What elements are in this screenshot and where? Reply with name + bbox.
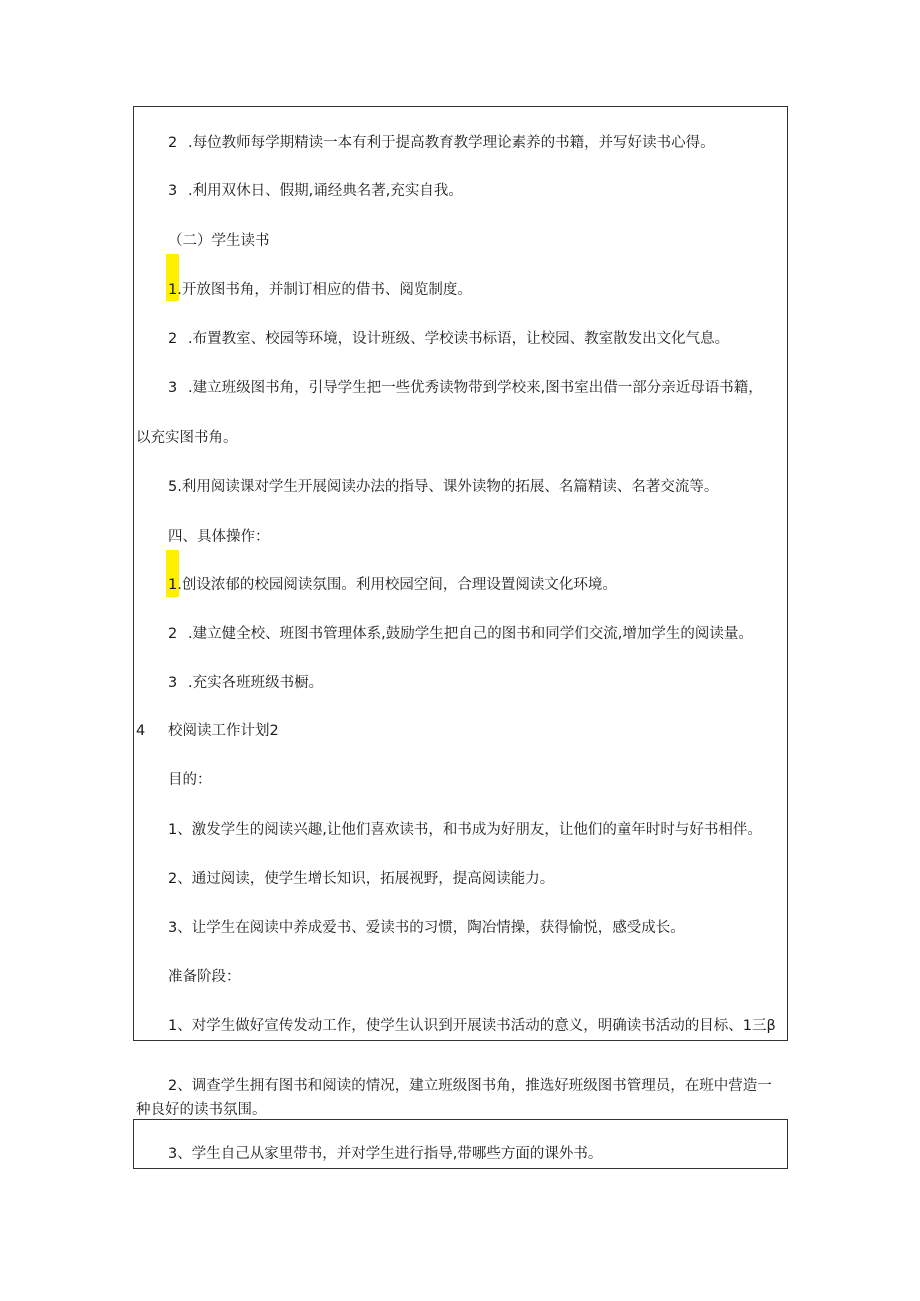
item-number: 3	[168, 380, 178, 396]
section-heading	[168, 770, 212, 790]
list-item	[168, 820, 762, 840]
item-text: .建立健全校、班图书管理体系,鼓励学生把自己的图书和同学们交流,增加学生的阅读量。	[188, 626, 753, 642]
item-text: 5.利用阅读课对学生开展阅读办法的指导、课外读物的拓展、名篇精读、名著交流等。	[168, 479, 719, 495]
list-item	[168, 575, 617, 595]
list-item	[168, 181, 463, 201]
list-item	[168, 329, 729, 349]
section-heading	[168, 527, 270, 547]
item-text: 种良好的读书氛围。	[136, 1102, 267, 1118]
section-heading	[168, 231, 270, 251]
item-text: 1、激发学生的阅读兴趣,让他们喜欢读书，和书成为好朋友，让他们的童年时时与好书相伴。	[168, 822, 762, 838]
list-item	[168, 1016, 776, 1036]
continuation-line	[136, 1100, 267, 1120]
list-item	[168, 918, 685, 938]
list-item	[168, 378, 763, 398]
title-text: 校阅读工作计划2	[168, 723, 279, 739]
heading-text: 目的：	[168, 772, 212, 788]
item-text: .建立班级图书角，引导学生把一些优秀读物带到学校来,图书室出借一部分亲近母语书籍，	[188, 380, 763, 396]
item-number: 4	[136, 723, 146, 739]
item-number: 2	[168, 331, 178, 347]
item-text: 3、让学生在阅读中养成爱书、爱读书的习惯，陶冶情操，获得愉悦，感受成长。	[168, 920, 685, 936]
item-text: .开放图书角，并制订相应的借书、阅览制度。	[177, 282, 472, 298]
list-item	[168, 133, 715, 153]
heading-text: 四、具体操作：	[168, 529, 270, 545]
plan-title	[136, 721, 279, 741]
section-heading	[168, 967, 241, 987]
item-number: 1	[168, 577, 178, 593]
heading-text: （二）学生读书	[168, 233, 270, 249]
item-text: 2、调查学生拥有图书和阅读的情况，建立班级图书角，推选好班级图书管理员，在班中营造一	[168, 1078, 772, 1094]
list-item	[168, 1076, 772, 1096]
list-item	[168, 624, 753, 644]
item-text: 以充实图书角。	[136, 430, 238, 446]
continuation-line	[136, 428, 238, 448]
item-text: .创设浓郁的校园阅读氛围。利用校园空间，合理设置阅读文化环境。	[177, 577, 617, 593]
list-item	[168, 869, 554, 889]
item-text: .充实各班班级书橱。	[188, 675, 324, 691]
item-text: .布置教室、校园等环境，设计班级、学校读书标语，让校园、教室散发出文化气息。	[188, 331, 730, 347]
list-item	[168, 280, 472, 300]
list-item	[168, 477, 718, 497]
item-text: 1、对学生做好宣传发动工作，使学生认识到开展读书活动的意义，明确读书活动的目标、1三β	[168, 1018, 776, 1034]
list-item	[168, 1144, 602, 1164]
item-text: .利用双休日、假期,诵经典名著,充实自我。	[188, 183, 463, 199]
heading-text: 准备阶段：	[168, 969, 241, 985]
item-number: 3	[168, 675, 178, 691]
item-number: 2	[168, 135, 178, 151]
list-item	[168, 673, 323, 693]
item-number: 1	[168, 282, 178, 298]
item-number: 2	[168, 626, 178, 642]
item-text: .每位教师每学期精读一本有利于提高教育教学理论素养的书籍，并写好读书心得。	[188, 135, 715, 151]
item-text: 2、通过阅读，使学生增长知识，拓展视野，提高阅读能力。	[168, 871, 555, 887]
item-text: 3、学生自己从家里带书，并对学生进行指导,带哪些方面的课外书。	[168, 1146, 603, 1162]
item-number: 3	[168, 183, 178, 199]
